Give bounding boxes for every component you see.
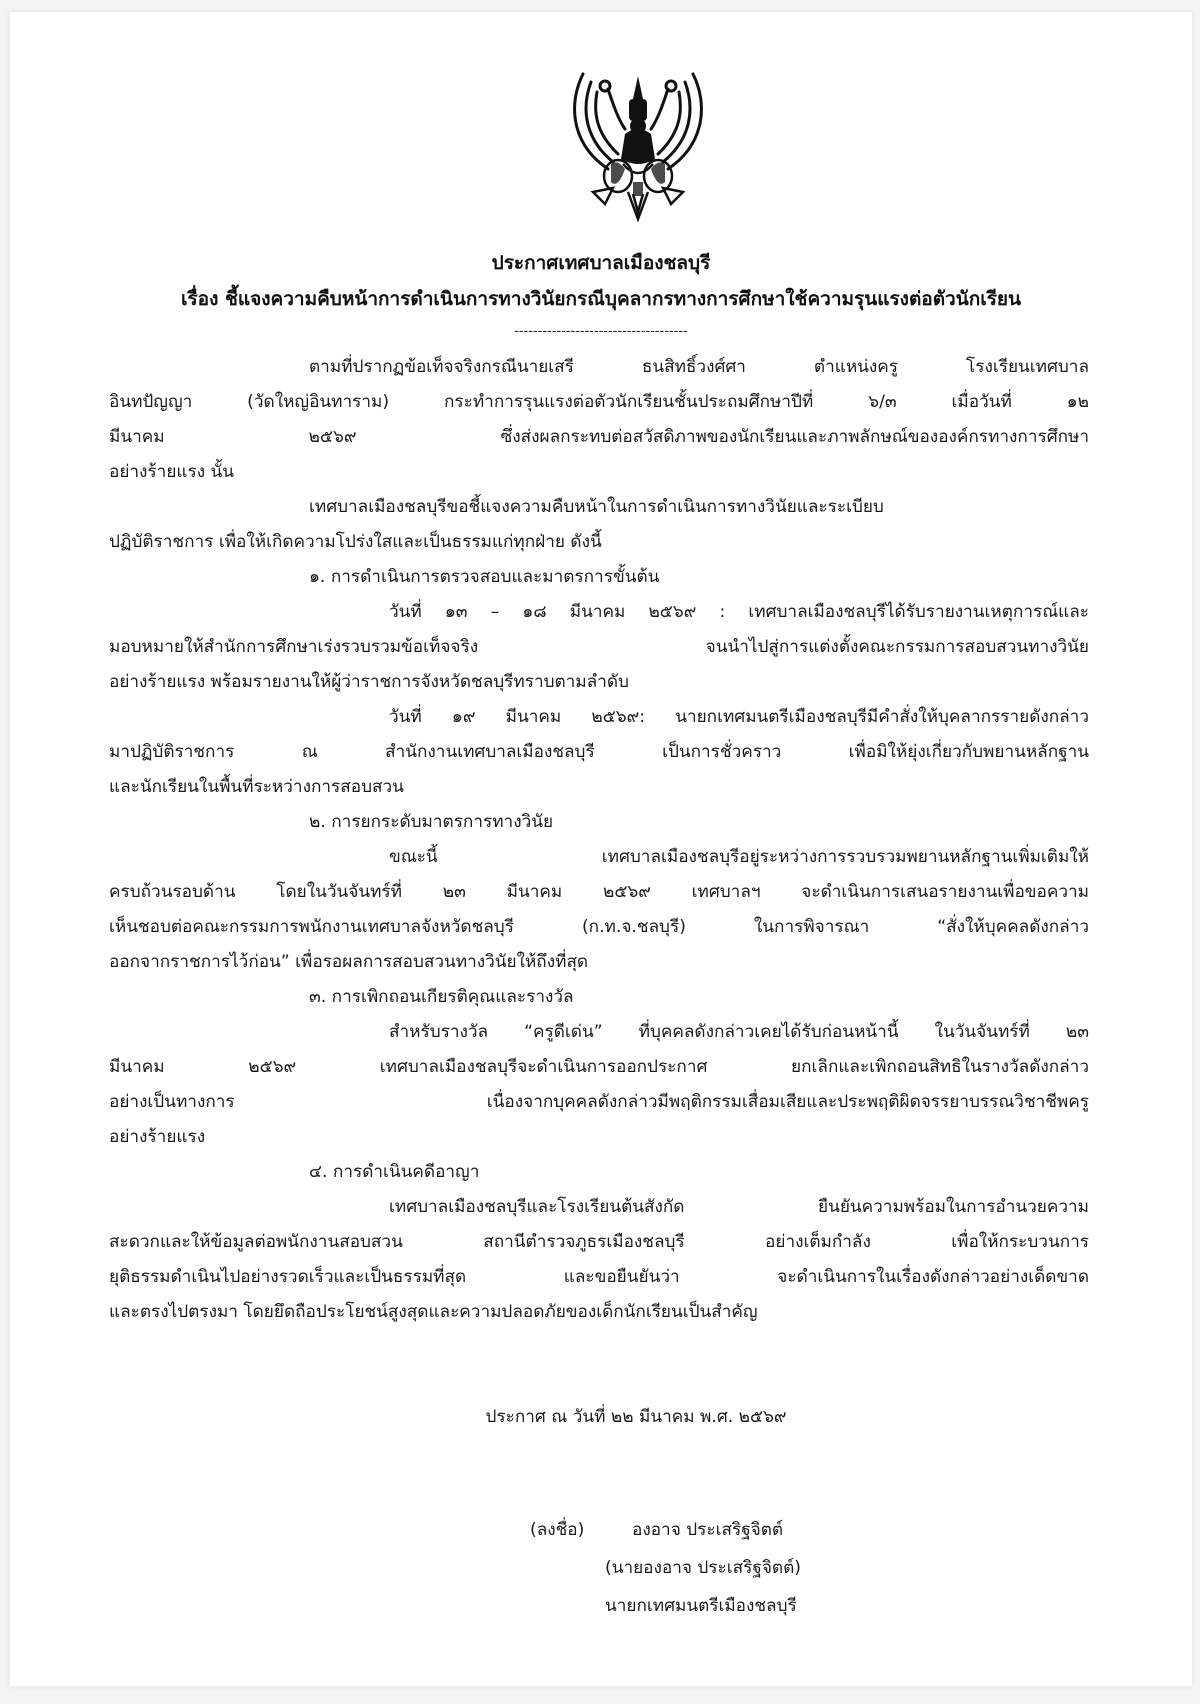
statement-line: ปฏิบัติราชการ เพื่อให้เกิดความโปร่งใสและเป็นธรรมแก่ทุกฝ่าย ดังนี้ [109,532,602,552]
section-line: มีนาคม ๒๕๖๙ เทศบาลเมืองชลบุรีจะดำเนินการออกประกาศ ยกเลิกและเพิกถอนสิทธิในรางวัลดังกล่าว [109,1057,1089,1077]
section-1 [109,560,1089,805]
section-heading: ๑. การดำเนินการตรวจสอบและมาตรการขั้นต้น [309,567,660,587]
intro-line: มีนาคม ๒๕๖๙ ซึ่งส่งผลกระทบต่อสวัสดิภาพของนักเรียนและภาพลักษณ์ขององค์กรทางการศึกษา [109,427,1089,447]
section-line: มาปฏิบัติราชการ ณ สำนักงานเทศบาลเมืองชลบุรี เป็นการชั่วคราว เพื่อมิให้ยุ่งเกี่ยวกับพยานหลักฐาน [109,742,1089,762]
signature-full-name: (นายองอาจ ประเสริฐจิตต์) [605,1558,801,1578]
garuda-emblem-icon [563,64,713,224]
signature-signed-name: องอาจ ประเสริฐจิตต์ [632,1520,784,1540]
document-title: ประกาศเทศบาลเมืองชลบุรี [491,252,711,274]
section-4 [109,1155,1089,1330]
announcement-date: ประกาศ ณ วันที่ ๒๒ มีนาคม พ.ศ. ๒๕๖๙ [485,1407,787,1427]
intro-line: ตามที่ปรากฏข้อเท็จจริงกรณีนายเสรี ธนสิทธิ์วงศ์ศา ตำแหน่งครู โรงเรียนเทศบาล [309,357,1089,377]
intro-paragraph [109,350,1089,490]
intro-line: อินทปัญญา (วัดใหญ่อินทาราม) กระทำการรุนแรงต่อตัวนักเรียนชั้นประถมศึกษาปีที่ ๖/๓ เมื่อวันที่ ๑๒ [109,392,1089,412]
section-line: ยุติธรรมดำเนินไปอย่างรวดเร็วและเป็นธรรมที่สุด และขอยืนยันว่า จะดำเนินการในเรื่องดังกล่าวอย่างเด็ดขาด [109,1267,1089,1287]
document-subject: เรื่อง ชี้แจงความคืบหน้าการดำเนินการทางวินัยกรณีบุคลากรทางการศึกษาใช้ความรุนแรงต่อตัวนักเรียน [180,288,1022,310]
section-line: วันที่ ๑๙ มีนาคม ๒๕๖๙: นายกเทศมนตรีเมืองชลบุรีมีคำสั่งให้บุคลากรรายดังกล่าว [389,707,1089,727]
statement-paragraph [109,490,1089,560]
section-line: อย่างร้ายแรง พร้อมรายงานให้ผู้ว่าราชการจังหวัดชลบุรีทราบตามลำดับ [109,672,629,692]
section-line: และนักเรียนในพื้นที่ระหว่างการสอบสวน [109,777,404,797]
section-line: ออกจากราชการไว้ก่อน” เพื่อรอผลการสอบสวนทางวินัยให้ถึงที่สุด [109,952,589,972]
signature-position: นายกเทศมนตรีเมืองชลบุรี [605,1596,797,1616]
title-divider: ------------------------------------- [514,324,688,339]
section-line: เห็นชอบต่อคณะกรรมการพนักงานเทศบาลจังหวัดชลบุรี (ก.ท.จ.ชลบุรี) ในการพิจารณา “สั่งให้บุคคลดังกล่าว [109,917,1089,937]
section-line: และตรงไปตรงมา โดยยึดถือประโยชน์สูงสุดและความปลอดภัยของเด็กนักเรียนเป็นสำคัญ [109,1302,758,1322]
section-line: ขณะนี้ เทศบาลเมืองชลบุรีอยู่ระหว่างการรวบรวมพยานหลักฐานเพิ่มเติมให้ [389,847,1089,867]
section-heading: ๔. การดำเนินคดีอาญา [309,1162,480,1182]
section-line: อย่างเป็นทางการ เนื่องจากบุคคลดังกล่าวมีพฤติกรรมเสื่อมเสียและประพฤติผิดจรรยาบรรณวิชาชีพครู [109,1092,1089,1112]
section-heading: ๓. การเพิกถอนเกียรติคุณและรางวัล [309,987,574,1007]
statement-line: เทศบาลเมืองชลบุรีขอชี้แจงความคืบหน้าในการดำเนินการทางวินัยและระเบียบ [309,497,884,517]
signature-label: (ลงชื่อ) [530,1520,585,1540]
section-line: สะดวกและให้ข้อมูลต่อพนักงานสอบสวน สถานีตำรวจภูธรเมืองชลบุรี อย่างเต็มกำลัง เพื่อให้กระบวนการ [109,1232,1089,1252]
section-line: อย่างร้ายแรง [109,1127,206,1147]
section-2 [109,805,1089,980]
section-line: เทศบาลเมืองชลบุรีและโรงเรียนต้นสังกัด ยืนยันความพร้อมในการอำนวยความ [389,1197,1089,1217]
section-heading: ๒. การยกระดับมาตรการทางวินัย [309,812,554,832]
section-line: ครบถ้วนรอบด้าน โดยในวันจันทร์ที่ ๒๓ มีนาคม ๒๕๖๙ เทศบาลฯ จะดำเนินการเสนอรายงานเพื่อขอความ [109,882,1089,902]
intro-line: อย่างร้ายแรง นั้น [109,462,235,482]
section-line: วันที่ ๑๓ – ๑๘ มีนาคม ๒๕๖๙ : เทศบาลเมืองชลบุรีได้รับรายงานเหตุการณ์และ [389,602,1089,622]
section-3 [109,980,1089,1155]
document-page [10,12,1192,1686]
section-line: สำหรับรางวัล “ครูดีเด่น” ที่บุคคลดังกล่าวเคยได้รับก่อนหน้านี้ ในวันจันทร์ที่ ๒๓ [389,1022,1089,1042]
section-line: มอบหมายให้สำนักการศึกษาเร่งรวบรวมข้อเท็จจริง จนนำไปสู่การแต่งตั้งคณะกรรมการสอบสวนทางวินัย [109,637,1089,657]
